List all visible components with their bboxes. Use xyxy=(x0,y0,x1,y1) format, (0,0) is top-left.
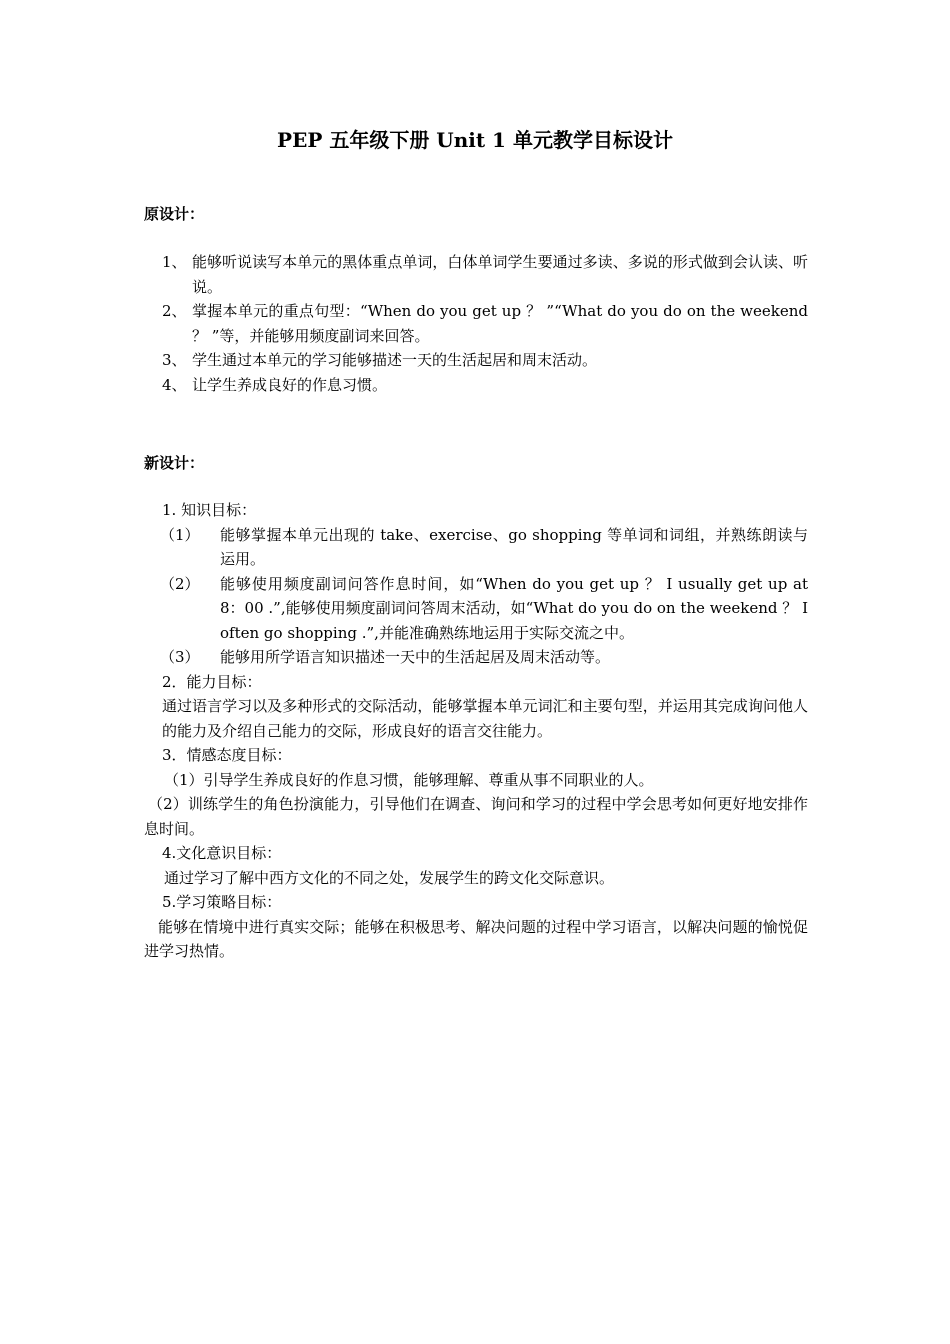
list-item-number: （3） xyxy=(160,648,200,666)
list-item-text: 让学生养成良好的作息习惯。 xyxy=(192,375,388,394)
knowledge-goal-label: 1. 知识目标： xyxy=(162,501,257,519)
list-item-text: 掌握本单元的重点句型：“When do you get up ？ ”“What do you do on the weekend ？ ”等，并能够用频度副词来回答。 xyxy=(192,302,808,345)
culture-goal-label: 4.文化意识目标： xyxy=(162,844,282,862)
original-design-list xyxy=(144,250,808,397)
ability-goal-text: 通过语言学习以及多种形式的交际活动，能够掌握本单元词汇和主要句型，并运用其完成询问他人的能力及介绍自己能力的交际，形成良好的语言交往能力。 xyxy=(162,697,808,740)
list-item-number: 2、 xyxy=(162,302,187,320)
emotion-goal-item-1: （1）引导学生养成良好的作息习惯，能够理解、尊重从事不同职业的人。 xyxy=(164,770,654,789)
strategy-goal-text: 能够在情境中进行真实交际；能够在积极思考、解决问题的过程中学习语言，以解决问题的愉悦促进学习热情。 xyxy=(144,917,808,960)
document-title: PEP 五年级下册 Unit 1 单元教学目标设计 xyxy=(277,128,673,152)
list-item xyxy=(144,572,808,646)
list-item-text: 能够用所学语言知识描述一天中的生活起居及周末活动等。 xyxy=(220,648,611,666)
list-item-number: 4、 xyxy=(162,375,187,394)
new-design-heading: 新设计： xyxy=(144,454,205,472)
list-item xyxy=(144,523,808,572)
list-item xyxy=(144,348,808,373)
new-design-body xyxy=(144,498,808,964)
strategy-goal-label: 5.学习策略目标： xyxy=(162,893,282,911)
list-item-text: 学生通过本单元的学习能够描述一天的生活起居和周末活动。 xyxy=(192,351,598,369)
list-item-number: （1） xyxy=(160,525,200,544)
list-item xyxy=(144,645,808,670)
list-item-text: 能够使用频度副词问答作息时间，如“When do you get up ？ I usually get up at 8：00 .”,能够使用频度副词问答周末活动，如“What do you do on the weekend ？ I often go shopping .”,并能准确熟练地运用于实际交流之中。 xyxy=(220,574,808,642)
list-item-number: 1、 xyxy=(162,253,187,271)
list-item xyxy=(144,250,808,299)
culture-goal-text: 通过学习了解中西方文化的不同之处，发展学生的跨文化交际意识。 xyxy=(164,868,615,887)
original-design-heading: 原设计： xyxy=(144,205,205,223)
list-item-number: 3、 xyxy=(162,351,187,369)
list-item xyxy=(144,373,808,398)
list-item-number: （2） xyxy=(160,574,200,593)
ability-goal-label: 2．能力目标： xyxy=(162,672,262,691)
list-item-text: 能够掌握本单元出现的 take、exercise、go shopping 等单词和词组，并熟练朗读与运用。 xyxy=(220,525,808,568)
emotion-goal-label: 3．情感态度目标： xyxy=(162,746,292,764)
list-item xyxy=(144,299,808,348)
emotion-goal-item-2: （2）训练学生的角色扮演能力，引导他们在调查、询问和学习的过程中学会思考如何更好地安排作息时间。 xyxy=(144,795,808,838)
list-item-text: 能够听说读写本单元的黑体重点单词，白体单词学生要通过多读、多说的形式做到会认读、听说。 xyxy=(192,253,808,296)
